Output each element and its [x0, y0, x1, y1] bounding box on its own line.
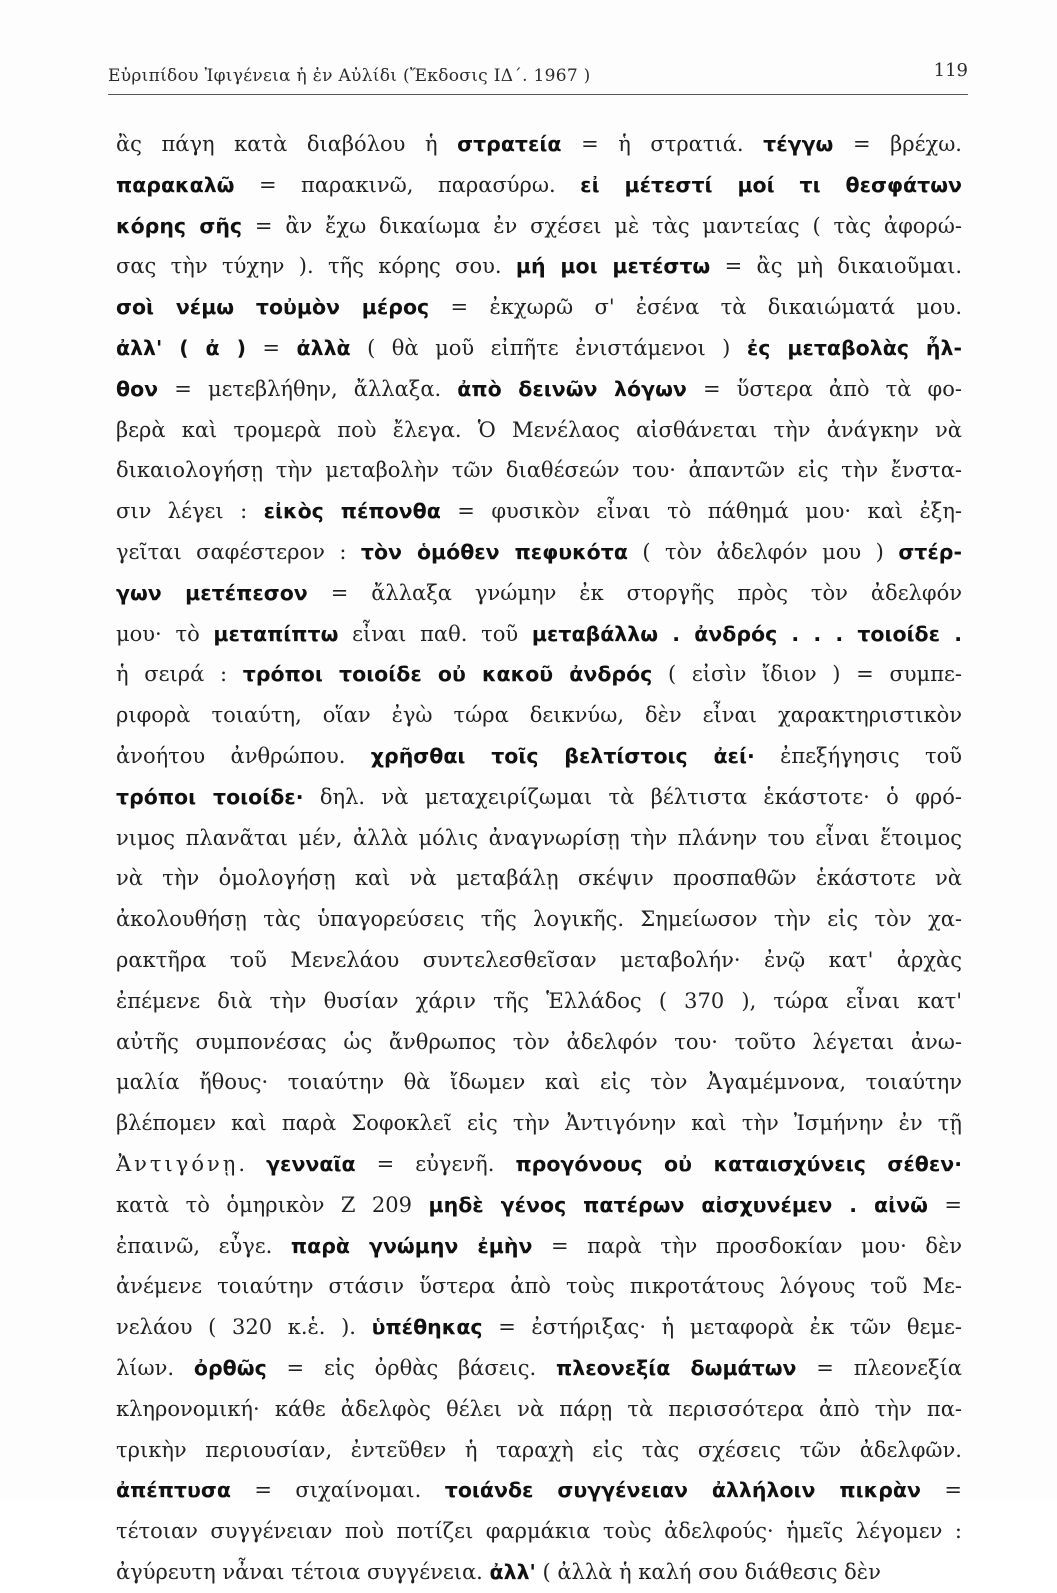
gloss-text: βερὰ καὶ τρομερὰ ποὺ ἔλεγα. Ὁ Μενέλαος αἰσθάνεται τὴν ἀνάγκην νὰ [116, 417, 962, 442]
lemma: ἀπὸ δεινῶν λόγων [457, 376, 687, 401]
header-rule [108, 94, 968, 95]
gloss-text: = ἂν ἔχω δικαίωμα ἐν σχέσει μὲ τὰς μαντείας ( τὰς ἀφορώ- [242, 213, 962, 238]
gloss-text: νιμος πλανᾶται μέν, ἀλλὰ μόλις ἀναγνωρίσῃ τὴν πλάνην του εἶναι ἕτοιμος [116, 825, 962, 850]
lemma: παρακαλῶ [116, 172, 235, 197]
text-line [116, 899, 962, 940]
gloss-text: κληρονομική· κάθε ἀδελφὸς θέλει νὰ πάρῃ τὰ περισσότερα ἀπὸ τὴν πα- [116, 1396, 962, 1421]
lemma: στέρ- [898, 539, 962, 564]
gloss-text: ἀνέμενε τοιαύτην στάσιν ὕστερα ἀπὸ τοὺς πικροτάτους λόγους τοῦ Με- [116, 1274, 962, 1299]
text-line [116, 124, 962, 165]
text-line [116, 1266, 962, 1307]
lemma: ὀρθῶς [193, 1355, 267, 1380]
text-line [116, 858, 962, 899]
gloss-text: τέτοιαν συγγένειαν ποὺ ποτίζει φαρμάκια τοὺς ἀδελφούς· ἡμεῖς λέγομεν : [116, 1519, 962, 1544]
lemma: εἰ μέτεστί μοί τι θεσφάτων [580, 172, 962, 197]
lemma: θον [116, 376, 159, 401]
gloss-text: = φυσικὸν εἶναι τὸ πάθημά μου· καὶ ἐξη- [440, 499, 962, 524]
gloss-text: κατὰ τὸ ὁμηρικὸν Ζ 209 [116, 1192, 429, 1217]
gloss-text: = ἄλλαξα γνώμην ἐκ στοργῆς πρὸς τὸν ἀδελφόν [307, 580, 962, 605]
gloss-text: ( θὰ μοῦ εἰπῆτε ἐνιστάμενοι ) [350, 335, 747, 360]
gloss-text: ( εἰσὶν ἴδιον ) = συμπε- [652, 662, 962, 687]
gloss-text: = ἂς μὴ δικαιοῦμαι. [710, 254, 962, 279]
lemma: ἀλλ' ( ἀ ) [116, 335, 246, 360]
gloss-text: ἐπέμενε διὰ τὴν θυσίαν χάριν τῆς Ἑλλάδος ( 370 ), τώρα εἶναι κατ' [116, 988, 962, 1013]
lemma: σοὶ νέμω τοὐμὸν μέρος [116, 295, 430, 320]
lemma: γενναῖα [266, 1151, 356, 1176]
text-line [116, 818, 962, 859]
gloss-text: ( τὸν ἀδελφόν μου ) [627, 539, 899, 564]
commentary-text [116, 124, 962, 1593]
text-line [116, 981, 962, 1022]
lemma: τέγγω [763, 132, 834, 156]
text-line [116, 1389, 962, 1430]
gloss-text: ἂς πάγη κατὰ διαβόλου ἡ [116, 132, 458, 156]
gloss-text: εἶναι παθ. τοῦ [338, 621, 532, 646]
text-line [116, 1022, 962, 1063]
text-line [116, 1430, 962, 1471]
gloss-text: = πλεονεξία [796, 1355, 962, 1380]
text-line [116, 532, 962, 573]
text-line [116, 1062, 962, 1103]
text-line [116, 1103, 962, 1144]
text-line [116, 1470, 962, 1511]
text-line [116, 1185, 962, 1226]
lemma: χρῆσθαι τοῖς βελτίστοις ἀεί· [370, 743, 755, 768]
lemma: ἀλλ' [489, 1559, 536, 1584]
lemma: μηδὲ γένος πατέρων αἰσχυνέμεν . αἰνῶ [428, 1192, 928, 1217]
gloss-text: ἐπεξήγησις τοῦ [754, 743, 962, 768]
gloss-text: νὰ τὴν ὁμολογήσῃ καὶ νὰ μεταβάλῃ σκέψιν προσπαθῶν ἑκάστοτε νὰ [116, 866, 962, 891]
gloss-text: ἀγύρευτη νἆναι τέτοια συγγένεια. [116, 1559, 490, 1584]
text-line [116, 1144, 962, 1185]
gloss-text: = εἰς ὀρθὰς βάσεις. [266, 1355, 557, 1380]
gloss-text: = παρὰ τὴν προσδοκίαν μου· δὲν [532, 1233, 962, 1258]
lemma: ὑπέθηκας [371, 1315, 483, 1340]
gloss-text: νελάου ( 320 κ.ἑ. ). [116, 1315, 372, 1340]
page-number: 119 [933, 60, 968, 81]
spaced-title: Ἀντιγόνῃ [116, 1151, 239, 1176]
gloss-text: = σιχαίνομαι. [230, 1478, 445, 1503]
text-line [116, 410, 962, 451]
lemma: στρατεία [457, 132, 562, 156]
gloss-text: = βρέχω. [833, 132, 962, 156]
gloss-text: τρικὴν περιουσίαν, ἐντεῦθεν ἡ ταραχὴ εἰς τὰς σχέσεις τῶν ἀδελφῶν. [116, 1437, 962, 1462]
gloss-text: = εὐγενῆ. [355, 1151, 516, 1176]
text-line [116, 1307, 962, 1348]
gloss-text: ἐπαινῶ, εὖγε. [116, 1233, 291, 1258]
text-line [116, 736, 962, 777]
text-line [116, 450, 962, 491]
text-line [116, 695, 962, 736]
text-line [116, 206, 962, 247]
gloss-text: = παρακινῶ, παρασύρω. [234, 172, 581, 197]
gloss-text: ριφορὰ τοιαύτη, οἵαν ἐγὼ τώρα δεικνύω, δὲν εἶναι χαρακτηριστικὸν [116, 703, 962, 728]
lemma: μεταβάλλω . ἀνδρός . . . τοιοίδε . [531, 621, 962, 646]
text-line [116, 246, 962, 287]
gloss-text: ἡ σειρά : [116, 662, 243, 687]
text-line [116, 614, 962, 655]
text-line [116, 1552, 962, 1593]
gloss-text: αὐτῆς συμπονέσας ὡς ἄνθρωπος τὸν ἀδελφόν του· τοῦτο λέγεται ἀνω- [116, 1029, 962, 1054]
lemma: τοιάνδε συγγένειαν ἀλλήλοιν πικρὰν [444, 1478, 921, 1503]
text-line [116, 573, 962, 614]
text-line [116, 1348, 962, 1389]
text-line [116, 287, 962, 328]
running-title: Εὐριπίδου Ἰφιγένεια ἡ ἐν Αὐλίδι (Ἔκδοσις ΙΔ΄. 1967 ) [108, 66, 591, 86]
text-line [116, 1226, 962, 1267]
page-header [108, 60, 968, 100]
gloss-text: = ἐστήριξας· ἡ μεταφορὰ ἐκ τῶν θεμε- [482, 1315, 962, 1340]
lemma: προγόνους οὐ καταισχύνεις σέθεν· [515, 1151, 962, 1176]
lemma: παρὰ γνώμην ἐμὴν [290, 1233, 533, 1258]
gloss-text: δικαιολογήσῃ τὴν μεταβολὴν τῶν διαθέσεών του· ἀπαντῶν εἰς τὴν ἔνστα- [116, 458, 962, 483]
lemma: μή μοι μετέστω [515, 254, 711, 279]
lemma: μεταπίπτω [213, 621, 339, 646]
text-line [116, 940, 962, 981]
gloss-text: = [920, 1478, 962, 1503]
gloss-text: γεῖται σαφέστερον : [116, 539, 361, 564]
gloss-text: = ἡ στρατιά. [561, 132, 764, 156]
text-line [116, 165, 962, 206]
gloss-text: σιν λέγει : [116, 499, 264, 524]
gloss-text: ρακτῆρα τοῦ Μενελάου συντελεσθεῖσαν μεταβολήν· ἐνῷ κατ' ἀρχὰς [116, 947, 962, 972]
gloss-text: ( ἀλλὰ ἡ καλή σου διάθεσις δὲν [535, 1559, 881, 1584]
gloss-text: βλέπομεν καὶ παρὰ Σοφοκλεῖ εἰς τὴν Ἀντιγόνην καὶ τὴν Ἰσμήνην ἐν τῇ [116, 1111, 962, 1136]
gloss-text: σας τὴν τύχην ). τῆς κόρης σου. [116, 254, 516, 279]
lemma: τὸν ὁμόθεν πεφυκότα [360, 539, 628, 564]
gloss-text: μου· τὸ [116, 621, 214, 646]
lemma: κόρης σῆς [116, 213, 243, 238]
gloss-text: = [245, 335, 297, 360]
text-line [116, 777, 962, 818]
lemma: εἰκὸς πέπονθα [263, 499, 441, 524]
gloss-text: = ἐκχωρῶ σ' ἐσένα τὰ δικαιώματά μου. [429, 295, 962, 320]
gloss-text: = [927, 1192, 962, 1217]
lemma: τρόποι τοιοίδε· [116, 784, 304, 809]
lemma: πλεονεξία δωμάτων [556, 1355, 797, 1380]
gloss-text: = μετεβλήθην, ἄλλαξα. [158, 376, 458, 401]
gloss-text: ἀνοήτου ἀνθρώπου. [116, 743, 371, 768]
gloss-text: . [238, 1151, 267, 1176]
gloss-text: λίων. [116, 1355, 194, 1380]
lemma: τρόποι τοιοίδε οὐ κακοῦ ἀνδρός [242, 662, 653, 687]
gloss-text: δηλ. νὰ μεταχειρίζωμαι τὰ βέλτιστα ἑκάστοτε· ὁ φρό- [303, 784, 962, 809]
text-line [116, 491, 962, 532]
text-line [116, 369, 962, 410]
lemma: γων μετέπεσον [116, 580, 308, 605]
text-line [116, 328, 962, 369]
gloss-text: ἀκολουθήσῃ τὰς ὑπαγορεύσεις τῆς λογικῆς. Σημείωσον τὴν εἰς τὸν χα- [116, 907, 962, 932]
lemma: ἐς μεταβολὰς ἦλ- [746, 335, 962, 360]
gloss-text: = ὕστερα ἀπὸ τὰ φο- [686, 376, 962, 401]
text-line [116, 1511, 962, 1552]
lemma: ἀλλὰ [296, 335, 351, 360]
gloss-text: μαλία ἤθους· τοιαύτην θὰ ἴδωμεν καὶ εἰς τὸν Ἀγαμέμνονα, τοιαύτην [116, 1070, 962, 1095]
lemma: ἀπέπτυσα [116, 1478, 231, 1503]
text-line [116, 654, 962, 695]
